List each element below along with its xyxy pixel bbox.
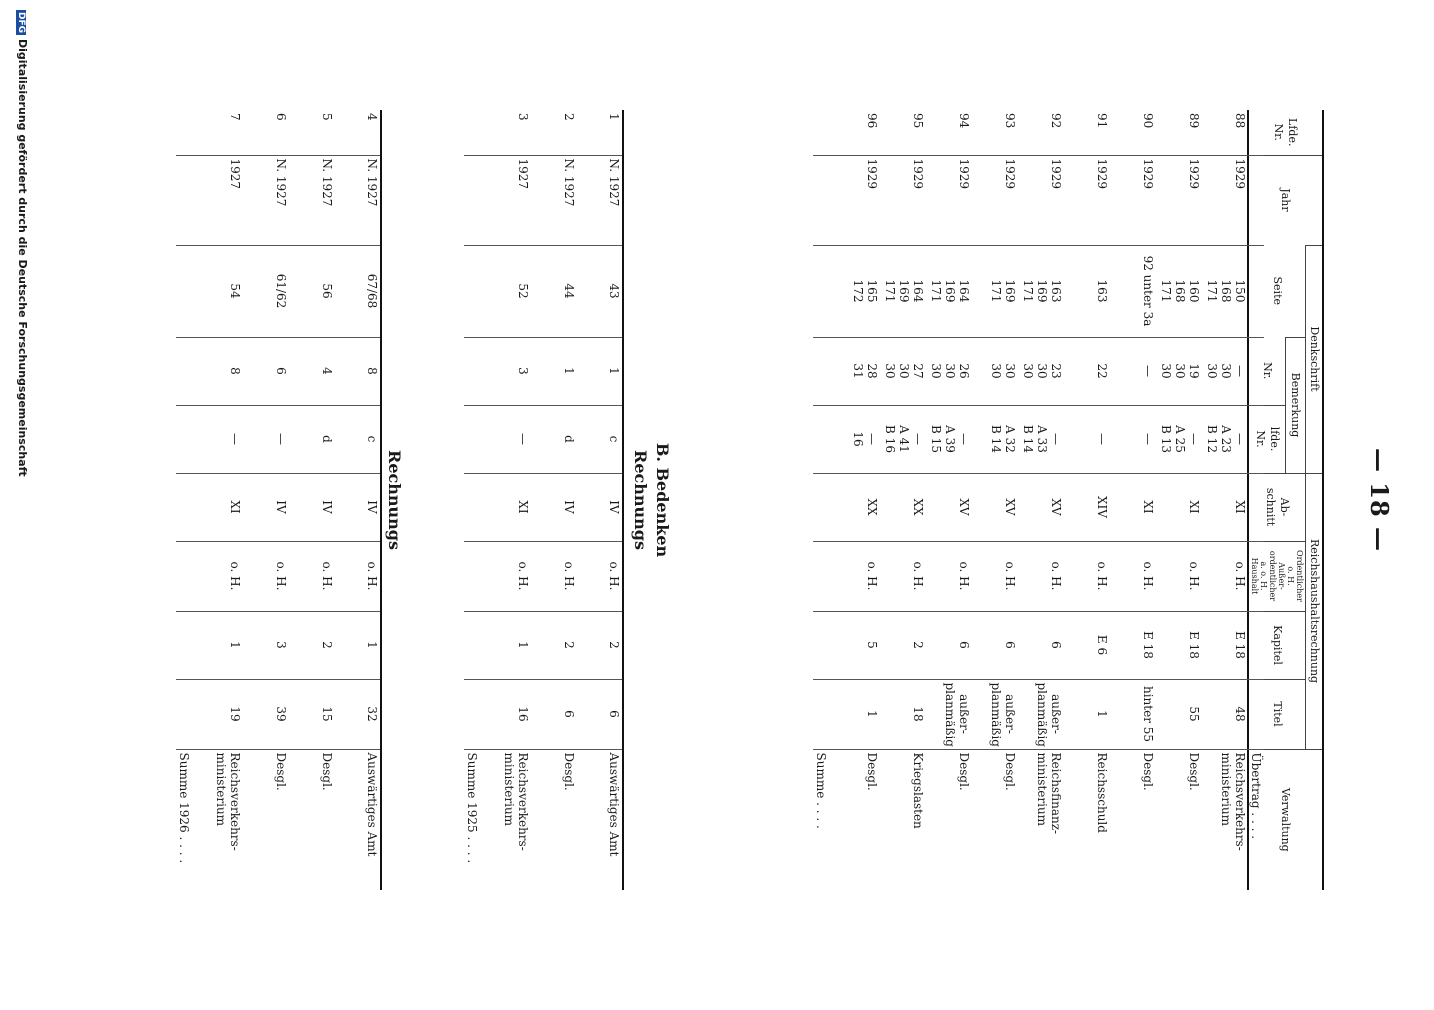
- cell-verwaltung: Desgl.: [531, 749, 577, 890]
- cell-bnr: 6: [243, 337, 289, 405]
- header-seite: Seite: [1271, 276, 1284, 305]
- cell-verwaltung: Reichsverkehrs- ministerium: [197, 749, 243, 890]
- cell-seite: 92 unter 3a: [1110, 245, 1156, 337]
- cell-bnr: 30 30: [972, 337, 1018, 405]
- cell-seite: 61/62: [243, 245, 289, 337]
- cell-haushalt: o. H.: [1064, 541, 1110, 611]
- cell-bnr: — 30 30: [1202, 337, 1248, 405]
- cell-verwaltung: Desgl.: [834, 749, 880, 890]
- cell-nr: 96: [865, 113, 879, 129]
- cell-kapitel: E 18: [1202, 611, 1248, 679]
- summe-row: [813, 110, 834, 890]
- cell-abschnitt: XV: [1018, 473, 1064, 541]
- header-haushalt: Ordentlicher o. H. Außer- ordentlicher a. o. H. Haushalt: [1248, 541, 1306, 611]
- cell-titel: außer- planmäßig: [1018, 679, 1064, 749]
- header-reichshaushaltsrechnung: Reichshaushaltsrechnung: [1306, 473, 1324, 749]
- cell-kapitel: 2: [577, 611, 623, 679]
- header-abschnitt: Ab- schnitt: [1248, 473, 1306, 541]
- cell-bnr: 8: [335, 337, 381, 405]
- cell-nr: 1: [607, 113, 621, 121]
- table-row: [1156, 110, 1202, 890]
- cell-abschnitt: IV: [335, 473, 381, 541]
- cell-lfde: — A 33 B 14: [1018, 405, 1064, 473]
- cell-verwaltung: Desgl.: [926, 749, 972, 890]
- cell-abschnitt: IV: [577, 473, 623, 541]
- cell-haushalt: o. H.: [531, 541, 577, 611]
- cell-abschnitt: XI: [197, 473, 243, 541]
- table-row: [197, 110, 243, 890]
- cell-nr: 92: [1049, 113, 1063, 129]
- cell-lfde: d: [289, 405, 335, 473]
- cell-verwaltung: Auswärtiges Amt: [335, 749, 381, 890]
- cell-haushalt: o. H.: [834, 541, 880, 611]
- cell-verwaltung: Desgl.: [1110, 749, 1156, 890]
- cell-abschnitt: XV: [972, 473, 1018, 541]
- uebertrag-row: [1248, 110, 1264, 890]
- cell-nr: 5: [320, 113, 334, 121]
- cell-abschnitt: IV: [243, 473, 289, 541]
- cell-titel: 48: [1202, 679, 1248, 749]
- cell-haushalt: o. H.: [485, 541, 531, 611]
- table-row: [1064, 110, 1110, 890]
- cell-nr: 88: [1233, 113, 1247, 129]
- cell-seite: 163 169 171: [1018, 245, 1064, 337]
- cell-haushalt: o. H.: [197, 541, 243, 611]
- cell-lfde: — A 41 B 16: [880, 405, 926, 473]
- cell-jahr: 1927: [197, 155, 243, 245]
- cell-titel: 1: [1064, 679, 1110, 749]
- cell-seite: 56: [289, 245, 335, 337]
- table-row: [243, 110, 289, 890]
- cell-bnr: 22: [1064, 337, 1110, 405]
- cell-titel: außer- planmäßig: [972, 679, 1018, 749]
- cell-jahr: 1929: [834, 155, 880, 245]
- cell-titel: 32: [335, 679, 381, 749]
- cell-jahr: 1929: [1018, 155, 1064, 245]
- header-lfd-nr: Lfde. Nr.: [1272, 118, 1300, 147]
- uebertrag-label: Übertrag . . . .: [1248, 749, 1264, 890]
- cell-abschnitt: XX: [834, 473, 880, 541]
- cell-haushalt: o. H.: [926, 541, 972, 611]
- table-row: [531, 110, 577, 890]
- cell-kapitel: 1: [335, 611, 381, 679]
- cell-bnr: 27 30 30: [880, 337, 926, 405]
- page-number: — 18 —: [1365, 447, 1394, 553]
- section-c-title: Rechnungs: [385, 450, 404, 550]
- cell-jahr: 1929: [926, 155, 972, 245]
- cell-seite: 52: [485, 245, 531, 337]
- cell-bnr: 1: [531, 337, 577, 405]
- header-jahr: Jahr: [1248, 155, 1323, 245]
- cell-haushalt: o. H.: [972, 541, 1018, 611]
- cell-haushalt: o. H.: [1018, 541, 1064, 611]
- cell-lfde: — A 23 B 12: [1202, 405, 1248, 473]
- cell-jahr: N. 1927: [577, 155, 623, 245]
- cell-abschnitt: XI: [1202, 473, 1248, 541]
- header-denkschrift: Denkschrift: [1306, 245, 1324, 473]
- cell-jahr: 1929: [1156, 155, 1202, 245]
- table-row: [1110, 110, 1156, 890]
- table-row: [577, 110, 623, 890]
- summe-row: [176, 110, 197, 890]
- cell-kapitel: 6: [1018, 611, 1064, 679]
- header-bemerkung-lfde-nr: lfde. Nr.: [1248, 405, 1285, 473]
- cell-titel: 1: [834, 679, 880, 749]
- table-section-c: [176, 110, 382, 890]
- dfg-logo-icon: DFG: [16, 12, 26, 34]
- cell-bnr: 28 31: [834, 337, 880, 405]
- cell-lfde: c: [577, 405, 623, 473]
- cell-kapitel: 1: [197, 611, 243, 679]
- cell-bnr: 23 30 30: [1018, 337, 1064, 405]
- cell-seite: 169 171: [972, 245, 1018, 337]
- table-section-b: [464, 110, 624, 890]
- header-titel: Titel: [1248, 679, 1306, 749]
- cell-nr: 3: [516, 113, 530, 121]
- cell-bnr: —: [1110, 337, 1156, 405]
- header-bemerkung-nr: Nr.: [1260, 362, 1274, 380]
- cell-verwaltung: Auswärtiges Amt: [577, 749, 623, 890]
- cell-kapitel: E 6: [1064, 611, 1110, 679]
- cell-titel: hinter 55: [1110, 679, 1156, 749]
- cell-nr: 95: [911, 113, 925, 129]
- cell-titel: 15: [289, 679, 335, 749]
- table-row: [485, 110, 531, 890]
- cell-verwaltung: Kriegslasten: [880, 749, 926, 890]
- cell-bnr: 1: [577, 337, 623, 405]
- cell-verwaltung: Desgl.: [972, 749, 1018, 890]
- cell-titel: 6: [531, 679, 577, 749]
- cell-seite: 164 169 171: [880, 245, 926, 337]
- cell-seite: 164 169 171: [926, 245, 972, 337]
- cell-lfde: —: [485, 405, 531, 473]
- cell-kapitel: 6: [926, 611, 972, 679]
- cell-abschnitt: XI: [1110, 473, 1156, 541]
- cell-nr: 91: [1095, 113, 1109, 129]
- summe-row: [464, 110, 485, 890]
- cell-lfde: — A 39 B 15: [926, 405, 972, 473]
- cell-seite: 44: [531, 245, 577, 337]
- cell-haushalt: o. H.: [577, 541, 623, 611]
- cell-lfde: c: [335, 405, 381, 473]
- summe-label: Summe . . . .: [813, 749, 834, 890]
- table-row: [834, 110, 880, 890]
- table-row: [972, 110, 1018, 890]
- cell-titel: außer- planmäßig: [926, 679, 972, 749]
- cell-titel: 18: [880, 679, 926, 749]
- cell-lfde: A 32 B 14: [972, 405, 1018, 473]
- cell-jahr: N. 1927: [289, 155, 335, 245]
- table-row: [926, 110, 972, 890]
- table-row: [335, 110, 381, 890]
- cell-titel: 16: [485, 679, 531, 749]
- cell-lfde: d: [531, 405, 577, 473]
- cell-verwaltung: Reichsfinanz- ministerium: [1018, 749, 1064, 890]
- section-b-subtitle: Rechnungs: [631, 450, 650, 550]
- cell-kapitel: 5: [834, 611, 880, 679]
- cell-kapitel: 2: [880, 611, 926, 679]
- cell-verwaltung: Desgl.: [243, 749, 289, 890]
- cell-haushalt: o. H.: [1110, 541, 1156, 611]
- cell-jahr: 1929: [880, 155, 926, 245]
- cell-lfde: —: [1064, 405, 1110, 473]
- cell-abschnitt: XV: [926, 473, 972, 541]
- table-row: [289, 110, 335, 890]
- cell-jahr: 1929: [1064, 155, 1110, 245]
- cell-seite: 163: [1064, 245, 1110, 337]
- cell-seite: 43: [577, 245, 623, 337]
- header-kapitel: Kapitel: [1248, 611, 1306, 679]
- table-section-a: [813, 110, 1264, 890]
- cell-titel: 55: [1156, 679, 1202, 749]
- cell-jahr: N. 1927: [531, 155, 577, 245]
- cell-kapitel: 3: [243, 611, 289, 679]
- cell-abschnitt: XIV: [1064, 473, 1110, 541]
- cell-abschnitt: IV: [289, 473, 335, 541]
- cell-titel: 39: [243, 679, 289, 749]
- cell-verwaltung: Reichsverkehrs- ministerium: [485, 749, 531, 890]
- cell-nr: 4: [365, 113, 379, 121]
- cell-nr: 6: [274, 113, 288, 121]
- cell-lfde: —: [243, 405, 289, 473]
- cell-titel: 6: [577, 679, 623, 749]
- cell-lfde: — A 25 B 13: [1156, 405, 1202, 473]
- section-b-title: B. Bedenken: [653, 442, 672, 558]
- header-verwaltung: Verwaltung: [1248, 749, 1323, 890]
- cell-jahr: N. 1927: [243, 155, 289, 245]
- cell-jahr: N. 1927: [335, 155, 381, 245]
- footer-text: Digitalisierung gefördert durch die Deutsche Forschungsgemeinschaft: [16, 39, 29, 477]
- cell-bnr: 26 30 30: [926, 337, 972, 405]
- summe-label: Summe 1926 . . . .: [176, 749, 197, 890]
- cell-verwaltung: Desgl.: [289, 749, 335, 890]
- cell-bnr: 8: [197, 337, 243, 405]
- cell-jahr: 1927: [485, 155, 531, 245]
- cell-kapitel: 2: [531, 611, 577, 679]
- cell-nr: 90: [1141, 113, 1155, 129]
- cell-verwaltung: Reichsschuld: [1064, 749, 1110, 890]
- cell-abschnitt: XX: [880, 473, 926, 541]
- cell-haushalt: o. H.: [1156, 541, 1202, 611]
- cell-nr: 2: [562, 113, 576, 121]
- cell-seite: 54: [197, 245, 243, 337]
- cell-lfde: — 16: [834, 405, 880, 473]
- cell-haushalt: o. H.: [880, 541, 926, 611]
- cell-haushalt: o. H.: [289, 541, 335, 611]
- cell-seite: 165 172: [834, 245, 880, 337]
- cell-jahr: 1929: [1110, 155, 1156, 245]
- cell-abschnitt: XI: [1156, 473, 1202, 541]
- cell-bnr: 19 30 30: [1156, 337, 1202, 405]
- header-bemerkung: Bemerkung: [1285, 337, 1305, 473]
- table-row: [1018, 110, 1064, 890]
- cell-kapitel: 1: [485, 611, 531, 679]
- cell-titel: 19: [197, 679, 243, 749]
- cell-haushalt: o. H.: [335, 541, 381, 611]
- cell-bnr: 4: [289, 337, 335, 405]
- cell-nr: 7: [228, 113, 242, 121]
- cell-nr: 89: [1187, 113, 1201, 129]
- cell-verwaltung: Reichsverkehrs- ministerium: [1202, 749, 1248, 890]
- cell-seite: 67/68: [335, 245, 381, 337]
- cell-nr: 93: [1003, 113, 1017, 129]
- cell-bnr: 3: [485, 337, 531, 405]
- cell-seite: 160 168 171: [1156, 245, 1202, 337]
- cell-lfde: —: [197, 405, 243, 473]
- table-row: [880, 110, 926, 890]
- cell-kapitel: E 18: [1156, 611, 1202, 679]
- table-row: [1202, 110, 1248, 890]
- cell-kapitel: E 18: [1110, 611, 1156, 679]
- cell-jahr: 1929: [972, 155, 1018, 245]
- cell-verwaltung: Desgl.: [1156, 749, 1202, 890]
- cell-seite: 150 168 171: [1202, 245, 1248, 337]
- cell-lfde: —: [1110, 405, 1156, 473]
- cell-haushalt: o. H.: [1202, 541, 1248, 611]
- cell-abschnitt: XI: [485, 473, 531, 541]
- cell-kapitel: 6: [972, 611, 1018, 679]
- cell-haushalt: o. H.: [243, 541, 289, 611]
- cell-jahr: 1929: [1202, 155, 1248, 245]
- cell-abschnitt: IV: [531, 473, 577, 541]
- cell-kapitel: 2: [289, 611, 335, 679]
- cell-nr: 94: [957, 113, 971, 129]
- summe-label: Summe 1925 . . . .: [464, 749, 485, 890]
- footer-credit: [16, 0, 29, 1010]
